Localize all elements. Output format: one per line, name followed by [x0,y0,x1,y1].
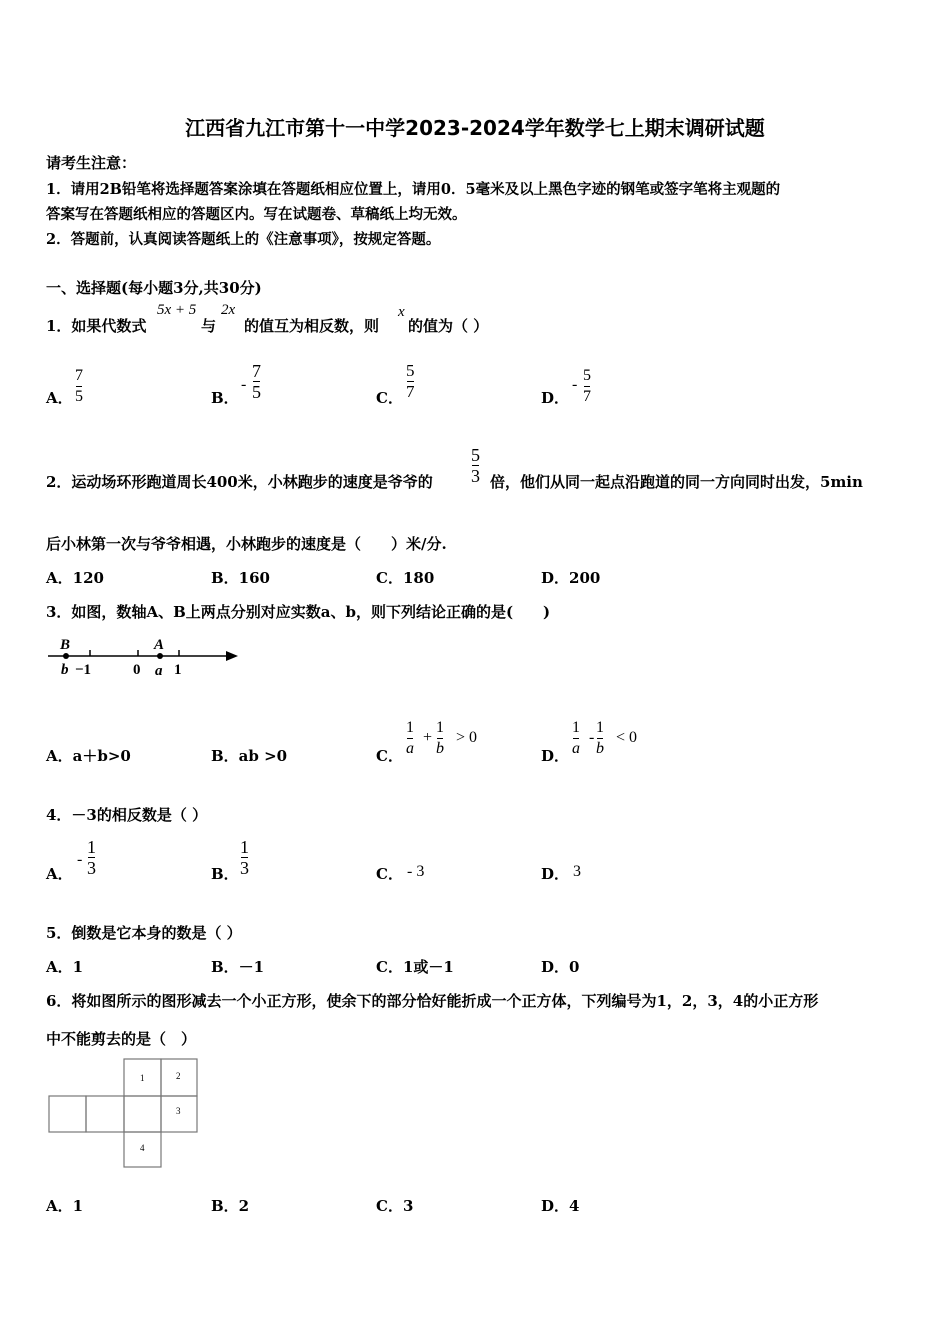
q2-prefix: 2．运动场环形跑道周长400米，小林跑步的速度是爷爷的 [46,473,433,491]
notice-line-2: 2．答题前，认真阅读答题纸上的《注意事项》，按规定答题。 [46,231,441,248]
q4-text: 4．－3的相反数是（ ） [46,806,208,824]
label-zero: 0 [133,662,141,678]
point-a [157,653,163,659]
q4-option-a-sign: - [77,851,83,868]
number-line-figure [44,632,244,682]
q5-option-d[interactable]: D．0 [541,958,580,976]
q3-option-a[interactable]: A．a＋b>0 [46,747,131,765]
q2-option-b[interactable]: B．160 [211,569,270,587]
q6-option-b[interactable]: B．2 [211,1197,250,1215]
q1-option-a-fraction: 7 5 [75,367,83,405]
q2-fraction: 5 3 [471,445,480,486]
q4-option-c-value: - 3 [407,863,425,880]
q6-line1: 6．将如图所示的图形减去一个小正方形，使余下的部分恰好能折成一个正方体，下列编号为1，2，3，4的小正方形 [46,992,819,1010]
q2-line2: 后小林第一次与爷爷相遇，小林跑步的速度是（ ）米/分. [46,535,447,553]
net-label-4: 4 [140,1143,145,1153]
q4-option-a-fraction: 1 3 [87,837,96,878]
q4-option-b-fraction: 1 3 [240,837,249,878]
q1-option-d-sign: - [572,376,578,393]
q3-option-c-op: + [423,729,433,746]
net-cell-left-2 [86,1096,124,1132]
q1-var: x [398,304,405,320]
q1-option-d-fraction: 5 7 [583,367,591,405]
q3-option-c-rel: > 0 [456,729,478,746]
q2-suffix: 倍，他们从同一起点沿跑道的同一方向同时出发，5min [490,473,863,491]
q1-option-d-label[interactable]: D． [541,389,570,407]
q1-option-a-label[interactable]: A． [46,389,73,407]
q4-option-c-label[interactable]: C． [376,865,403,883]
q3-option-c-frac1: 1 a [406,719,414,757]
q1-mid2: 的值互为相反数，则 [244,317,380,335]
notice-line-1a: 1．请用2B铅笔将选择题答案涂填在答题纸相应位置上，请用0．5毫米及以上黑色字迹的钢笔或签字笔将主观题的 [46,181,781,198]
q5-option-b[interactable]: B．－1 [211,958,265,976]
q1-expr2: 2x [221,302,236,318]
label-one: 1 [174,662,182,678]
q4-option-d-value: 3 [573,863,581,880]
q1-suffix: 的值为（ ） [408,317,489,335]
q3-option-d-rel: < 0 [616,729,638,746]
q3-text: 3．如图，数轴A、B上两点分别对应实数a、b，则下列结论正确的是( ) [46,603,551,621]
q3-option-c-label[interactable]: C． [376,747,403,765]
notice-line-1b: 答案写在答题纸相应的答题区内。写在试题卷、草稿纸上均无效。 [46,206,467,223]
q2-option-c[interactable]: C．180 [376,569,435,587]
q3-option-d-op: - [589,729,595,746]
cube-net-figure [46,1056,206,1172]
label-a: a [155,663,163,679]
net-label-3: 3 [176,1106,181,1116]
net-cell-center [124,1096,161,1132]
net-label-1: 1 [140,1073,145,1083]
q6-option-c[interactable]: C．3 [376,1197,414,1215]
q1-option-b-sign: - [241,376,247,393]
q3-option-d-label[interactable]: D． [541,747,570,765]
page-title: 江西省九江市第十一中学2023-2024学年数学七上期末调研试题 [185,116,765,140]
q1-option-c-label[interactable]: C． [376,389,403,407]
q6-option-d[interactable]: D．4 [541,1197,580,1215]
label-B: B [60,637,71,653]
number-line-arrow [226,651,238,661]
q4-option-b-label[interactable]: B． [211,865,239,883]
q1-option-b-fraction: 7 5 [252,361,261,402]
label-A: A [154,637,165,653]
q5-text: 5．倒数是它本身的数是（ ） [46,924,242,942]
q4-option-a-label[interactable]: A． [46,865,73,883]
q3-option-b[interactable]: B．ab >0 [211,747,288,765]
q4-option-d-label[interactable]: D． [541,865,570,883]
q5-option-c[interactable]: C．1或－1 [376,958,454,976]
q3-option-d-frac2: 1 b [596,719,604,757]
net-cell-left-1 [49,1096,86,1132]
notice-heading: 请考生注意： [46,154,137,172]
q2-option-d[interactable]: D．200 [541,569,601,587]
section-heading: 一、选择题(每小题3分,共30分) [46,279,262,297]
q5-option-a[interactable]: A．1 [46,958,84,976]
q1-option-b-label[interactable]: B． [211,389,239,407]
q3-option-d-frac1: 1 a [572,719,580,757]
label-b: b [61,662,69,678]
q3-option-c-frac2: 1 b [436,719,444,757]
q2-option-a[interactable]: A．120 [46,569,104,587]
q1-option-c-fraction: 5 7 [406,361,415,401]
point-b [63,653,69,659]
q1-expr1: 5x + 5 [157,302,197,318]
q6-line2: 中不能剪去的是（ ） [46,1030,197,1048]
q1-mid: 与 [201,317,217,335]
label-minus-one: −1 [75,662,92,678]
q1-prefix: 1．如果代数式 [46,317,147,335]
net-label-2: 2 [176,1071,181,1081]
q6-option-a[interactable]: A．1 [46,1197,84,1215]
